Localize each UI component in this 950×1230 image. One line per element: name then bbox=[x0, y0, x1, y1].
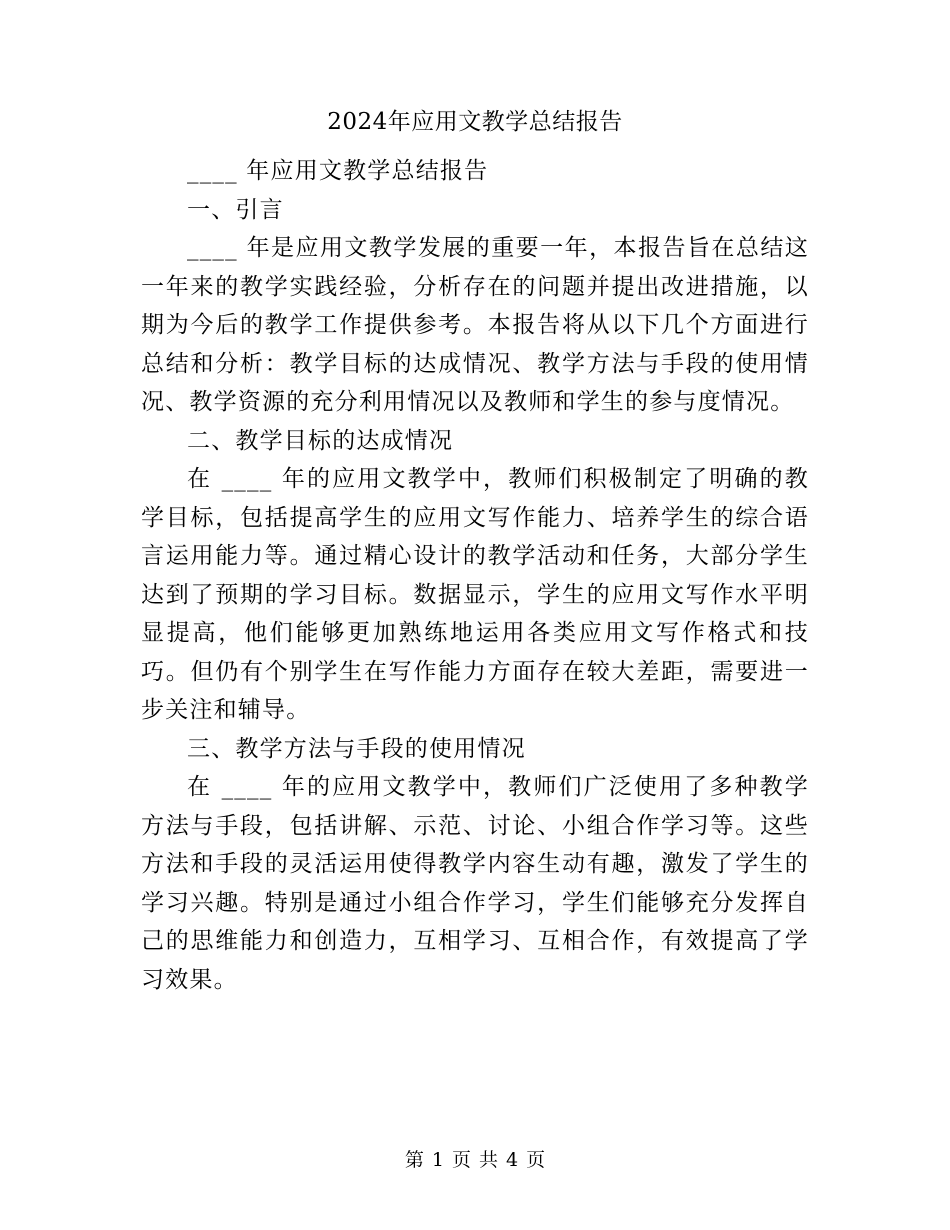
page-number-footer: 第 1 页 共 4 页 bbox=[404, 1149, 546, 1171]
section-heading-introduction: 一、引言 bbox=[187, 196, 284, 223]
section-heading-goals: 二、教学目标的达成情况 bbox=[187, 427, 454, 454]
introduction-paragraph: ____ 年是应用文教学发展的重要一年，本报告旨在总结这一年来的教学实践经验，分析存在的问题并提出改进措施，以期为今后的教学工作提供参考。本报告将从以下几个方面进行总结和分析：教学目标的达成情况、教学方法与手段的使用情况、教学资源的充分利用情况以及教师和学生的参与度情况。 bbox=[141, 235, 809, 415]
document-title: 2024年应用文教学总结报告 bbox=[327, 109, 623, 135]
goals-paragraph: 在 ____ 年的应用文教学中，教师们积极制定了明确的教学目标，包括提高学生的应用文写作能力、培养学生的综合语言运用能力等。通过精心设计的教学活动和任务，大部分学生达到了预期的学习目标。数据显示，学生的应用文写作水平明显提高，他们能够更加熟练地运用各类应用文写作格式和技巧。但仍有个别学生在写作能力方面存在较大差距，需要进一步关注和辅导。 bbox=[141, 466, 809, 723]
document-body bbox=[141, 152, 809, 999]
methods-paragraph: 在 ____ 年的应用文教学中，教师们广泛使用了多种教学方法与手段，包括讲解、示范、讨论、小组合作学习等。这些方法和手段的灵活运用使得教学内容生动有趣，激发了学生的学习兴趣。特别是通过小组合作学习，学生们能够充分发挥自己的思维能力和创造力，互相学习、互相合作，有效提高了学习效果。 bbox=[141, 774, 809, 993]
section-heading-methods: 三、教学方法与手段的使用情况 bbox=[187, 735, 526, 762]
subtitle-paragraph: ____ 年应用文教学总结报告 bbox=[187, 158, 489, 184]
